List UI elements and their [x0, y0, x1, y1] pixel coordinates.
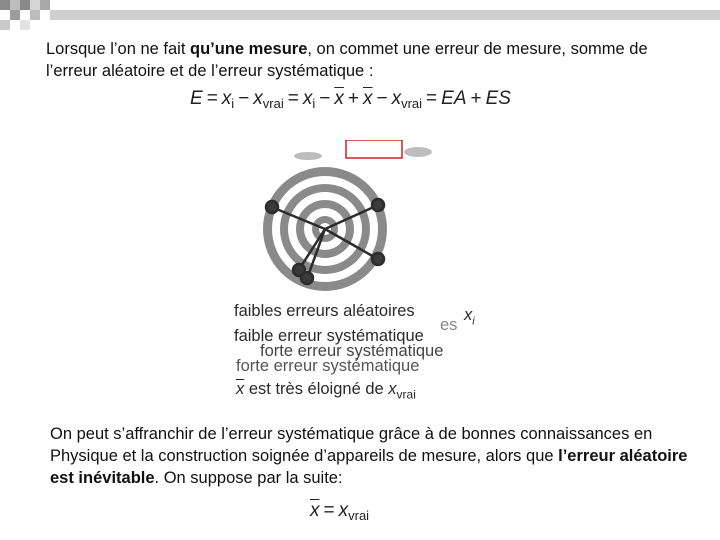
eq-plus: +: [470, 88, 482, 109]
deco-square: [30, 0, 40, 10]
intro-paragraph: [46, 38, 696, 82]
deco-square: [30, 10, 40, 20]
eq-xbar: $\overline{x}$: [362, 88, 373, 109]
eq-sub-vrai: vrai: [401, 96, 423, 111]
eq-x: x: [253, 88, 263, 109]
eq-E: E: [190, 88, 203, 109]
eq2-x: x: [338, 500, 349, 521]
deco-square: [40, 0, 50, 10]
eq-minus: −: [238, 88, 250, 109]
ghost-mark: [404, 147, 432, 157]
eq2-sub-vrai: vrai: [348, 508, 370, 523]
caption-line-5-text: est très éloigné de: [248, 380, 384, 398]
deco-square: [20, 20, 30, 30]
conclusion-text-2: . On suppose par la suite:: [154, 469, 343, 487]
deco-square: [20, 0, 30, 10]
caption-line-3: forte erreur systématique: [260, 342, 444, 360]
eq2-sign: =: [323, 500, 335, 521]
eq-sub-i: i: [231, 96, 235, 111]
eq-sign: =: [206, 88, 218, 109]
deco-square: [0, 0, 10, 10]
target-captions: [232, 302, 492, 406]
intro-text-1: Lorsque l’on ne fait: [46, 40, 191, 58]
eq-sign: =: [426, 88, 438, 109]
deco-bar: [50, 10, 720, 20]
ghost-mark: [294, 152, 322, 160]
deco-square: [10, 0, 20, 10]
caption-line-1: faibles erreurs aléatoires: [234, 302, 415, 320]
deco-square: [0, 20, 10, 30]
eq-plus: +: [347, 88, 359, 109]
caption-side-xi: $x_i$: [464, 306, 475, 328]
eq-sign: =: [287, 88, 299, 109]
highlight-box: [346, 140, 402, 158]
eq-minus: −: [319, 88, 331, 109]
caption-vrai: vrai: [396, 387, 416, 402]
caption-side-es: es: [440, 316, 458, 334]
eq-xbar: $\overline{x}$: [334, 88, 344, 109]
caption-line-2: faible erreur systématique: [234, 327, 424, 345]
eq-sub-i: i: [312, 96, 316, 111]
intro-bold: qu’une mesure: [190, 40, 308, 58]
assumption-equation: [310, 500, 369, 523]
eq-EA: EA: [441, 88, 467, 109]
deco-square: [10, 10, 20, 20]
caption-line-4: forte erreur systématique: [236, 357, 420, 375]
conclusion-text-1: On peut s’affranchir de l’erreur systématique grâce à de bonnes connaissances en Physique et la construction soignée d’appareils de mesure, alors que: [50, 425, 653, 465]
caption-line-5: [236, 380, 416, 401]
eq-minus: −: [376, 88, 388, 109]
eq-xi: x: [302, 88, 313, 109]
target-diagram: [258, 140, 458, 300]
conclusion-bold: l’erreur aléatoire est inévitable: [50, 447, 688, 487]
caption-xbar: $\overline{x}$: [236, 380, 245, 398]
header-decoration: [0, 0, 720, 40]
conclusion-paragraph: [50, 423, 715, 489]
eq-x: x: [391, 88, 402, 109]
eq-ES: ES: [485, 88, 511, 109]
eq-sub-vrai: vrai: [262, 96, 284, 111]
eq-xi: x: [221, 88, 232, 109]
caption-xvrai: x: [388, 380, 397, 398]
error-equation: [190, 88, 511, 111]
intro-text-2: , on commet une erreur de mesure, somme de l’erreur aléatoire et de l’erreur systématique :: [46, 40, 648, 80]
eq2-xbar: $\overline{x}$: [310, 500, 320, 521]
